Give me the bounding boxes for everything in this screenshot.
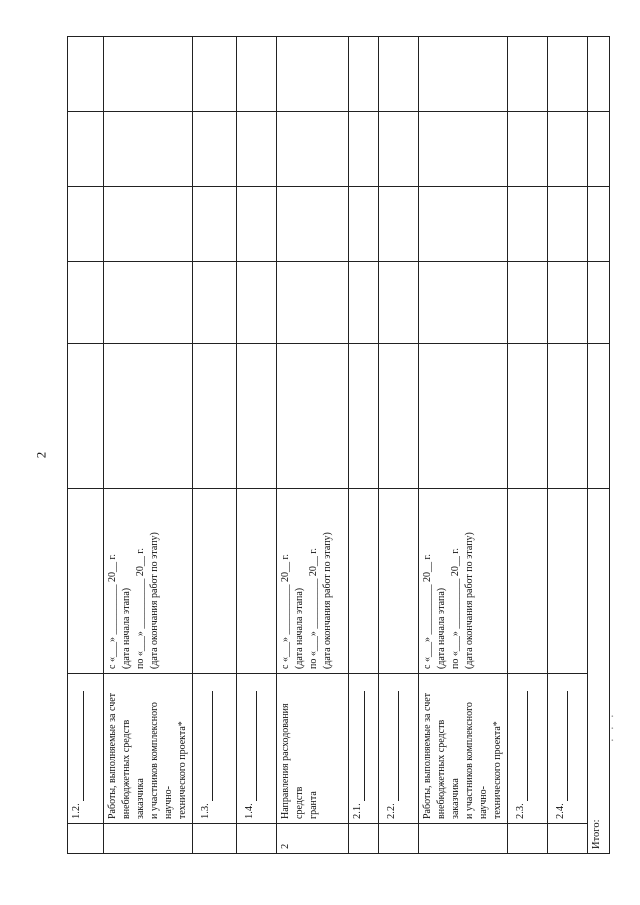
cell <box>588 262 610 344</box>
cell-num <box>104 824 193 854</box>
cell <box>379 187 419 262</box>
cell <box>104 112 193 187</box>
margin-mark: · <box>610 734 615 749</box>
cell <box>508 344 548 489</box>
cell <box>548 187 588 262</box>
cell <box>508 112 548 187</box>
cell <box>193 262 237 344</box>
cell <box>277 187 349 262</box>
cell <box>104 262 193 344</box>
row-label: 1.4. <box>237 674 277 824</box>
cell <box>237 262 277 344</box>
cell <box>68 112 104 187</box>
period-cell: с «___» __________ 20__ г. (дата начала этапа) по «___» __________ 20__ г. (дата окончания работ по этапу) <box>419 489 508 674</box>
cell <box>277 344 349 489</box>
margin-mark: · <box>610 722 615 737</box>
cell-period <box>68 489 104 674</box>
period-cell: с «___» __________ 20__ г. (дата начала этапа) по «___» __________ 20__ г. (дата окончания работ по этапу) <box>277 489 349 674</box>
cell <box>508 262 548 344</box>
cell-period <box>193 489 237 674</box>
cell <box>349 262 379 344</box>
cell-num <box>68 824 104 854</box>
cell <box>277 262 349 344</box>
cell-num <box>237 824 277 854</box>
works-extra-budget-label: Работы, выполняемые за счет внебюджетных средств заказчика и участников комплексного научно- технического проекта* <box>419 674 508 824</box>
budget-table <box>67 36 610 854</box>
row-label: 2.3. <box>508 674 548 824</box>
cell <box>193 37 237 112</box>
cell <box>277 37 349 112</box>
cell <box>193 344 237 489</box>
cell-num <box>419 824 508 854</box>
cell-period <box>349 489 379 674</box>
cell <box>68 262 104 344</box>
cell-num <box>548 824 588 854</box>
cell <box>349 112 379 187</box>
cell <box>68 37 104 112</box>
row-label: 1.2. <box>68 674 104 824</box>
cell <box>237 344 277 489</box>
row-label: 2.2. <box>379 674 419 824</box>
cell <box>419 262 508 344</box>
cell <box>104 37 193 112</box>
cell-period <box>379 489 419 674</box>
works-extra-budget-label: Работы, выполняемые за счет внебюджетных средств заказчика и участников комплексного научно- технического проекта* <box>104 674 193 824</box>
cell <box>588 37 610 112</box>
cell <box>508 37 548 112</box>
margin-mark: · <box>610 710 615 725</box>
cell <box>68 344 104 489</box>
row-label: 2.4. <box>548 674 588 824</box>
row-label: 2.1. <box>349 674 379 824</box>
cell <box>419 344 508 489</box>
cell <box>588 112 610 187</box>
budget-table-sheet <box>67 37 602 854</box>
cell <box>379 262 419 344</box>
direction-label: Направления расходования средств гранта <box>277 674 349 824</box>
period-cell: с «___» __________ 20__ г. (дата начала этапа) по «___» __________ 20__ г. (дата окончания работ по этапу) <box>104 489 193 674</box>
cell-period <box>508 489 548 674</box>
cell-num <box>349 824 379 854</box>
cell-num <box>193 824 237 854</box>
cell-num <box>379 824 419 854</box>
cell <box>349 344 379 489</box>
cell <box>68 187 104 262</box>
cell <box>277 112 349 187</box>
cell <box>237 37 277 112</box>
cell <box>349 187 379 262</box>
cell <box>379 37 419 112</box>
cell <box>237 187 277 262</box>
cell <box>379 344 419 489</box>
cell <box>419 112 508 187</box>
cell <box>588 187 610 262</box>
cell <box>419 37 508 112</box>
cell <box>548 37 588 112</box>
row-label: 1.3. <box>193 674 237 824</box>
cell <box>548 344 588 489</box>
cell <box>104 187 193 262</box>
cell <box>349 37 379 112</box>
cell-num <box>508 824 548 854</box>
cell-period <box>548 489 588 674</box>
row-number: 2 <box>277 824 349 854</box>
cell <box>193 112 237 187</box>
page-number: 2 <box>33 451 49 459</box>
cell <box>508 187 548 262</box>
cell <box>104 344 193 489</box>
cell <box>419 187 508 262</box>
cell-period <box>237 489 277 674</box>
cell <box>379 112 419 187</box>
cell <box>548 112 588 187</box>
total-label: Итого: <box>588 489 610 854</box>
cell <box>548 262 588 344</box>
cell <box>588 344 610 489</box>
cell <box>237 112 277 187</box>
cell <box>193 187 237 262</box>
